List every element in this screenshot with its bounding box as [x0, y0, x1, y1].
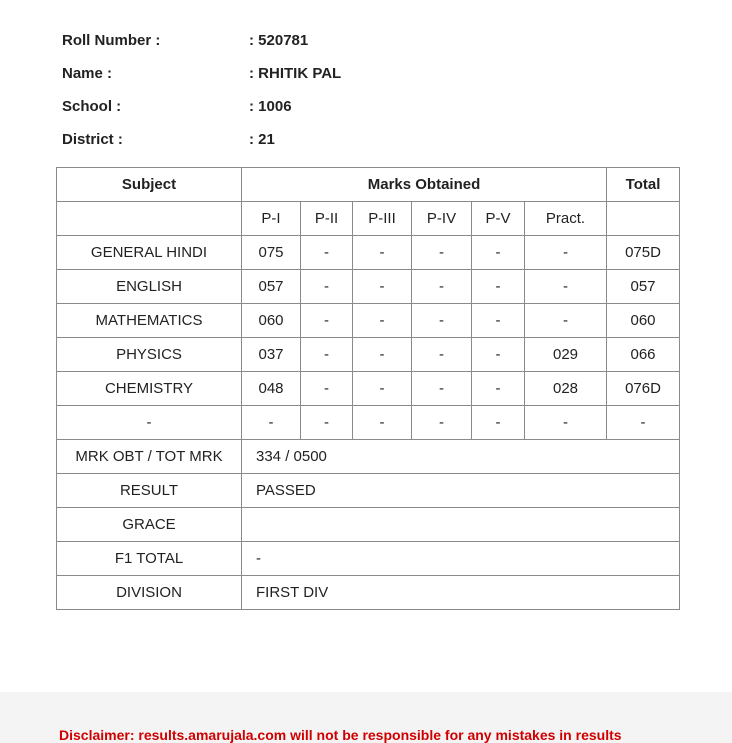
p2-cell: - — [301, 236, 353, 270]
total-cell: 075D — [607, 236, 680, 270]
header-p4: P-IV — [412, 202, 472, 236]
pract-cell: - — [525, 406, 607, 440]
header-row-papers — [57, 202, 680, 236]
p5-cell: - — [472, 338, 525, 372]
header-subject-empty — [57, 202, 242, 236]
header-marks-obtained: Marks Obtained — [242, 168, 607, 202]
p3-cell: - — [353, 270, 412, 304]
name-row — [62, 57, 341, 90]
school-row — [62, 90, 341, 123]
header-p5: P-V — [472, 202, 525, 236]
pract-cell: 029 — [525, 338, 607, 372]
p4-cell: - — [412, 406, 472, 440]
roll-number-label: Roll Number : — [62, 32, 161, 49]
table-row — [57, 338, 680, 372]
division-label: DIVISION — [57, 576, 242, 610]
roll-number-row — [62, 24, 341, 57]
p1-cell: - — [242, 406, 301, 440]
result-value: PASSED — [242, 474, 680, 508]
name-label: Name : — [62, 65, 113, 82]
grace-value — [242, 508, 680, 542]
p3-cell: - — [353, 304, 412, 338]
marks-obtained-value: 334 / 0500 — [242, 440, 680, 474]
school-value: : 1006 — [249, 98, 292, 115]
header-p1: P-I — [242, 202, 301, 236]
f1-total-row — [57, 542, 680, 576]
table-row — [57, 270, 680, 304]
p5-cell: - — [472, 372, 525, 406]
subject-cell: MATHEMATICS — [57, 304, 242, 338]
subject-cell: PHYSICS — [57, 338, 242, 372]
division-value: FIRST DIV — [242, 576, 680, 610]
result-label: RESULT — [57, 474, 242, 508]
p2-cell: - — [301, 372, 353, 406]
marks-obtained-row — [57, 440, 680, 474]
table-row — [57, 406, 680, 440]
p1-cell: 060 — [242, 304, 301, 338]
roll-number-value: : 520781 — [249, 32, 308, 49]
marks-table — [56, 167, 680, 610]
pract-cell: - — [525, 270, 607, 304]
p5-cell: - — [472, 270, 525, 304]
total-cell: 066 — [607, 338, 680, 372]
f1-total-label: F1 TOTAL — [57, 542, 242, 576]
p4-cell: - — [412, 270, 472, 304]
total-cell: 060 — [607, 304, 680, 338]
subject-cell: CHEMISTRY — [57, 372, 242, 406]
p2-cell: - — [301, 406, 353, 440]
p3-cell: - — [353, 372, 412, 406]
district-row — [62, 123, 341, 156]
f1-total-value: - — [242, 542, 680, 576]
header-p3: P-III — [353, 202, 412, 236]
header-row-main — [57, 168, 680, 202]
p4-cell: - — [412, 372, 472, 406]
disclaimer-text: Disclaimer: results.amarujala.com will not be responsible for any mistakes in results — [59, 727, 622, 743]
p2-cell: - — [301, 304, 353, 338]
subject-cell: - — [57, 406, 242, 440]
p4-cell: - — [412, 338, 472, 372]
header-total-empty — [607, 202, 680, 236]
p1-cell: 037 — [242, 338, 301, 372]
pract-cell: - — [525, 236, 607, 270]
marks-obtained-label: MRK OBT / TOT MRK — [57, 440, 242, 474]
total-cell: - — [607, 406, 680, 440]
student-info — [62, 24, 341, 156]
p2-cell: - — [301, 270, 353, 304]
division-row — [57, 576, 680, 610]
header-p2: P-II — [301, 202, 353, 236]
p5-cell: - — [472, 406, 525, 440]
table-row — [57, 372, 680, 406]
district-label: District : — [62, 131, 123, 148]
subject-cell: GENERAL HINDI — [57, 236, 242, 270]
school-label: School : — [62, 98, 122, 115]
result-row — [57, 474, 680, 508]
p3-cell: - — [353, 236, 412, 270]
pract-cell: - — [525, 304, 607, 338]
p2-cell: - — [301, 338, 353, 372]
table-row — [57, 304, 680, 338]
name-value: : RHITIK PAL — [249, 65, 341, 82]
total-cell: 076D — [607, 372, 680, 406]
header-subject: Subject — [57, 168, 242, 202]
p3-cell: - — [353, 338, 412, 372]
p5-cell: - — [472, 304, 525, 338]
p4-cell: - — [412, 304, 472, 338]
pract-cell: 028 — [525, 372, 607, 406]
p5-cell: - — [472, 236, 525, 270]
p1-cell: 057 — [242, 270, 301, 304]
header-pract: Pract. — [525, 202, 607, 236]
p1-cell: 048 — [242, 372, 301, 406]
p3-cell: - — [353, 406, 412, 440]
total-cell: 057 — [607, 270, 680, 304]
subject-cell: ENGLISH — [57, 270, 242, 304]
p4-cell: - — [412, 236, 472, 270]
header-total: Total — [607, 168, 680, 202]
grace-label: GRACE — [57, 508, 242, 542]
grace-row — [57, 508, 680, 542]
table-row — [57, 236, 680, 270]
p1-cell: 075 — [242, 236, 301, 270]
district-value: : 21 — [249, 131, 275, 148]
